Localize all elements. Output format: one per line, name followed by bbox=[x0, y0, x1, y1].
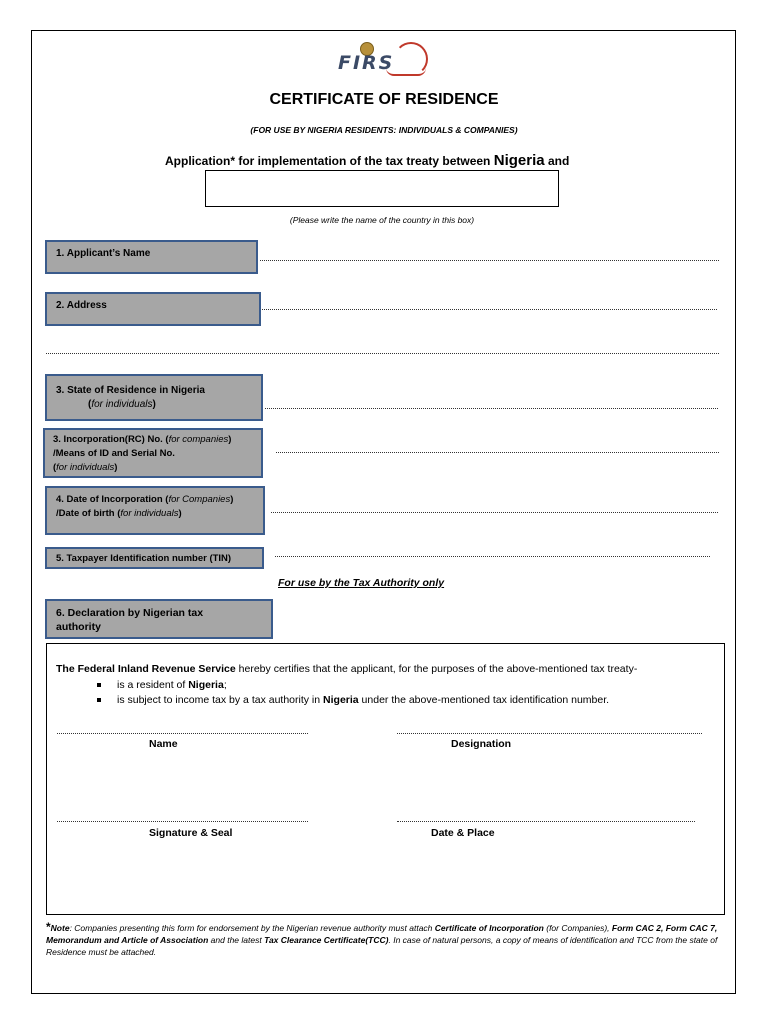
designation-label: Designation bbox=[451, 738, 512, 750]
signature-seal-line[interactable] bbox=[57, 821, 308, 822]
applicant-name-field[interactable] bbox=[260, 260, 719, 261]
country-note: (Please write the name of the country in this box) bbox=[289, 215, 475, 225]
date-incorporation-field[interactable] bbox=[271, 512, 718, 513]
country-name-field[interactable] bbox=[205, 170, 559, 207]
tin-field[interactable] bbox=[275, 556, 710, 557]
date-incorporation-label: 4. Date of Incorporation (for Companies) /Date of birth (for individuals) bbox=[45, 486, 265, 535]
application-country: Nigeria bbox=[493, 152, 545, 169]
tin-label: 5. Taxpayer Identification number (TIN) bbox=[45, 547, 264, 569]
certification-text: The Federal Inland Revenue Service hereby certifies that the applicant, for the purposes of the above-mentioned tax treaty- bbox=[56, 663, 638, 675]
incorporation-field[interactable] bbox=[276, 452, 719, 453]
page-subtitle: (FOR USE BY NIGERIA RESIDENTS: INDIVIDUALS & COMPANIES) bbox=[250, 125, 518, 135]
address-field-line1[interactable] bbox=[262, 309, 717, 310]
designation-line[interactable] bbox=[397, 733, 702, 734]
tax-authority-heading: For use by the Tax Authority only bbox=[278, 577, 445, 589]
bullet-square-icon bbox=[97, 683, 101, 687]
application-line: Application* for implementation of the tax treaty between Nigeria and bbox=[165, 152, 570, 169]
bullet-subject-to-tax: is subject to income tax by a tax authority in Nigeria under the above-mentioned tax identification number. bbox=[97, 694, 609, 706]
incorporation-label: 3. Incorporation(RC) No. (for companies) /Means of ID and Serial No. (for individuals) bbox=[43, 428, 263, 478]
footnote: *Note: Companies presenting this form for endorsement by the Nigerian revenue authority must attach Certificate of Incorporation (for Companies), Form CAC 2, Form CAC 7, Memorandum and Article of Association and the latest Tax Clearance Certificate(TCC). In case of natural persons, a copy of means of identification and TCC from the state of Residence must be attached. bbox=[46, 920, 718, 957]
applicant-name-label: 1. Applicant’s Name bbox=[45, 240, 258, 274]
page-title: CERTIFICATE OF RESIDENCE bbox=[269, 91, 499, 108]
name-signature-line[interactable] bbox=[57, 733, 308, 734]
state-residence-field[interactable] bbox=[265, 408, 718, 409]
name-label: Name bbox=[149, 738, 178, 750]
declaration-label: 6. Declaration by Nigerian tax authority bbox=[45, 599, 273, 639]
date-place-line[interactable] bbox=[397, 821, 695, 822]
date-place-label: Date & Place bbox=[431, 827, 495, 839]
bullet-resident: is a resident of Nigeria; bbox=[97, 679, 227, 691]
firs-logo bbox=[336, 40, 436, 82]
signature-seal-label: Signature & Seal bbox=[149, 827, 233, 839]
address-field-line2[interactable] bbox=[46, 353, 719, 354]
address-label: 2. Address bbox=[45, 292, 261, 326]
logo-text: FIRS bbox=[338, 52, 395, 74]
state-residence-label: 3. State of Residence in Nigeria (for individuals) bbox=[45, 374, 263, 421]
bullet-square-icon bbox=[97, 698, 101, 702]
